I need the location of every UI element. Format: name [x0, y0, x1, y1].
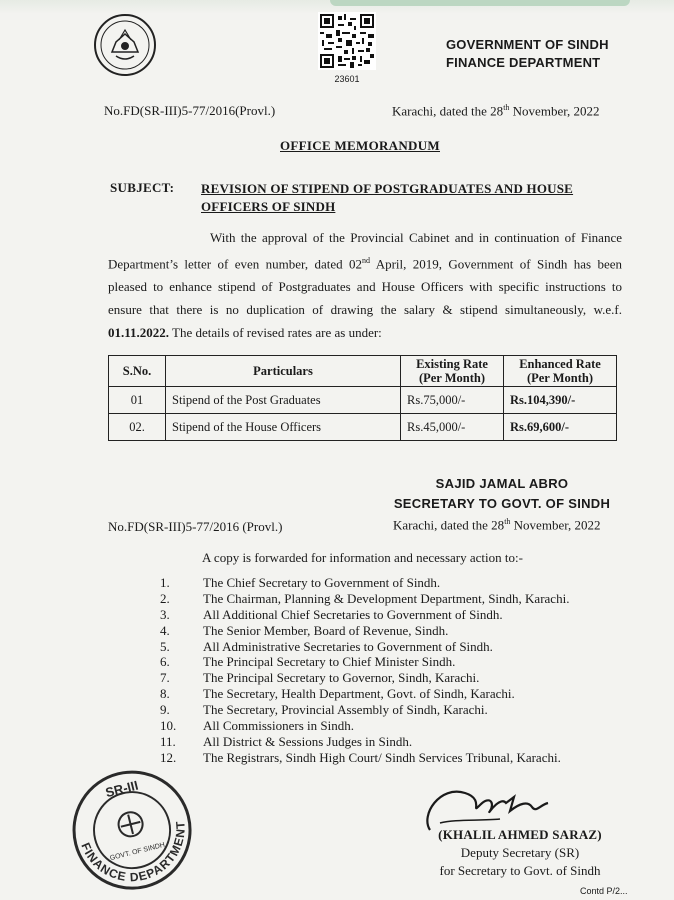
cell-sno: 01: [109, 387, 166, 414]
deputy-secretary-title: Deputy Secretary (SR): [460, 845, 580, 860]
reference-number: No.FD(SR-III)5-77/2016(Provl.): [104, 103, 276, 118]
list-item-text: The Chief Secretary to Government of Sindh.: [203, 575, 441, 590]
list-item-number: 2.: [160, 590, 170, 606]
memo-body: With the approval of the Provincial Cabinet and in continuation of Finance Department’s letter of even number, dated 02nd April, 2019, Government of Sindh has been pleased to enhance stipend of Postgraduates and House Officers with specific instructions to ensure that there is no duplication of drawing the salary & stipend simultaneously, w.e.f. 01.11.2022. The details of revised rates are as under:: [108, 230, 622, 341]
table-row: [109, 414, 617, 441]
secretary-name: SAJID JAMAL ABRO: [435, 476, 569, 491]
list-item-text: The Chairman, Planning & Development Department, Sindh, Karachi.: [203, 590, 570, 606]
list-item-text: The Senior Member, Board of Revenue, Sindh.: [203, 622, 449, 638]
list-item-text: The Secretary, Health Department, Govt. of Sindh, Karachi.: [203, 686, 515, 702]
subject-label: SUBJECT:: [110, 180, 175, 195]
list-item-number: 12.: [160, 749, 177, 765]
deputy-secretary-for-line: for Secretary to Govt. of Sindh: [439, 863, 601, 878]
header-particulars: Particulars: [166, 356, 401, 387]
list-item: [160, 575, 569, 591]
secretary-signature-block: [382, 474, 622, 514]
list-item-number: 10.: [160, 718, 177, 734]
list-item-number: 4.: [160, 622, 170, 638]
cell-existing-rate: Rs.75,000/-: [401, 387, 504, 414]
list-item-text: All District & Sessions Judges in Sindh.: [203, 733, 413, 749]
qr-number: 23601: [334, 74, 360, 84]
list-item-text: The Principal Secretary to Chief Minister Sindh.: [203, 654, 456, 670]
list-item-text: All Commissioners in Sindh.: [203, 718, 354, 734]
list-item: [160, 734, 569, 750]
cell-sno: 02.: [109, 414, 166, 441]
cell-existing-rate: Rs.45,000/-: [401, 414, 504, 441]
cell-enhanced-rate: Rs.104,390/-: [504, 387, 617, 414]
list-item: [160, 702, 569, 718]
list-item: [160, 607, 569, 623]
header-sno: S.No.: [109, 356, 166, 387]
list-item-number: 9.: [160, 702, 170, 718]
list-item: [160, 686, 569, 702]
list-item-number: 3.: [160, 606, 170, 622]
list-item: [160, 718, 569, 734]
list-item-text: All Administrative Secretaries to Government of Sindh.: [203, 638, 493, 654]
table-header-row: [109, 356, 617, 387]
department-header: [446, 36, 609, 72]
finance-department-stamp: [60, 768, 206, 900]
scan-top-edge: [330, 0, 630, 6]
department-line: FINANCE DEPARTMENT: [446, 55, 601, 70]
header-enhanced-rate: Enhanced Rate (Per Month): [504, 356, 617, 387]
list-item: [160, 654, 569, 670]
list-item-number: 6.: [160, 654, 170, 670]
list-item: [160, 623, 569, 639]
table-row: [109, 387, 617, 414]
cell-particulars: Stipend of the Post Graduates: [166, 387, 401, 414]
list-item-number: 5.: [160, 638, 170, 654]
effective-date: 01.11.2022.: [108, 325, 170, 341]
list-item: [160, 639, 569, 655]
cell-particulars: Stipend of the House Officers: [166, 414, 401, 441]
stamp-ring-text: FINANCE DEPARTMENT: [78, 819, 188, 885]
memo-heading: OFFICE MEMORANDUM: [280, 138, 440, 153]
copy-reference-number: No.FD(SR-III)5-77/2016 (Provl.): [108, 519, 283, 534]
cell-enhanced-rate: Rs.69,600/-: [504, 414, 617, 441]
secretary-title: SECRETARY TO GOVT. OF SINDH: [393, 496, 611, 511]
govt-line: GOVERNMENT OF SINDH: [446, 37, 609, 52]
stamp-inner-text: GOVT. OF SINDH: [109, 841, 166, 863]
deputy-secretary-name: (KHALIL AHMED SARAZ): [438, 827, 602, 842]
rates-table: [108, 355, 617, 441]
list-item-text: The Secretary, Provincial Assembly of Sindh, Karachi.: [203, 702, 488, 718]
deputy-secretary-signature-block: [420, 826, 620, 880]
list-item-number: 11.: [160, 733, 176, 749]
subject-text: REVISION OF STIPEND OF POSTGRADUATES AND HOUSE OFFICERS OF SINDH: [201, 181, 574, 214]
list-item: [160, 591, 569, 607]
list-item-text: The Principal Secretary to Governor, Sindh, Karachi.: [203, 670, 480, 686]
list-item-number: 7.: [160, 670, 170, 686]
stamp-top-text: SR-III: [103, 777, 140, 801]
qr-code-icon: [318, 12, 376, 70]
recipient-list: [160, 575, 569, 766]
list-item-text: All Additional Chief Secretaries to Government of Sindh.: [203, 606, 503, 622]
list-item: [160, 750, 569, 766]
memo-date: Karachi, dated the 28th November, 2022: [392, 103, 600, 119]
list-item-number: 1.: [160, 575, 170, 590]
list-item: [160, 670, 569, 686]
continued-note: Contd P/2...: [580, 886, 628, 896]
sindh-govt-emblem-icon: [92, 12, 158, 78]
copy-intro: A copy is forwarded for information and necessary action to:-: [202, 550, 523, 565]
copy-date: Karachi, dated the 28th November, 2022: [393, 517, 601, 533]
list-item-text: The Registrars, Sindh High Court/ Sindh Services Tribunal, Karachi.: [203, 749, 561, 765]
list-item-number: 8.: [160, 686, 170, 702]
header-existing-rate: Existing Rate (Per Month): [401, 356, 504, 387]
